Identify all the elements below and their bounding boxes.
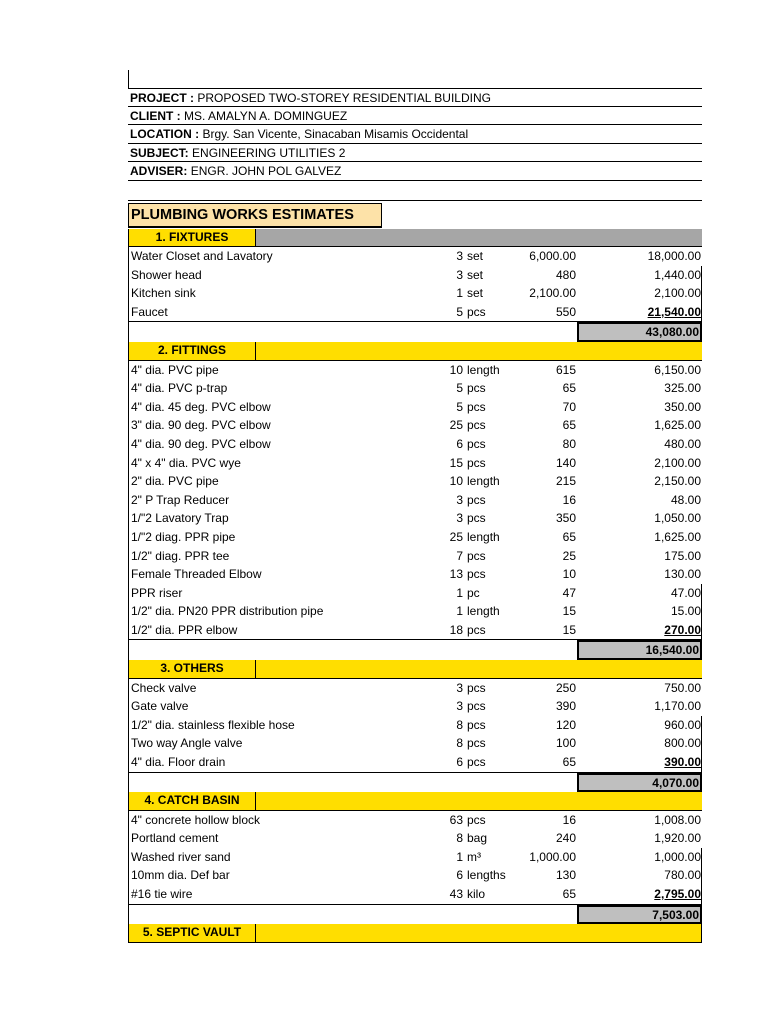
item-total: 2,150.00 bbox=[654, 474, 701, 489]
item-description: Portland cement bbox=[131, 831, 219, 846]
item-unit-price: 550 bbox=[555, 304, 576, 319]
item-unit-price: 140 bbox=[555, 455, 576, 470]
item-description: 4" dia. 90 deg. PVC elbow bbox=[131, 436, 271, 451]
item-quantity: 1 bbox=[456, 585, 463, 600]
item-total: 175.00 bbox=[664, 548, 701, 563]
client-row bbox=[128, 107, 702, 126]
item-quantity: 25 bbox=[449, 418, 463, 433]
table-row bbox=[128, 247, 702, 266]
item-quantity: 3 bbox=[456, 511, 463, 526]
table-row bbox=[128, 621, 702, 640]
item-description: 2" dia. PVC pipe bbox=[131, 474, 219, 489]
table-row bbox=[128, 416, 702, 435]
item-unit: pcs bbox=[467, 455, 486, 470]
item-total: 390.00 bbox=[664, 754, 701, 769]
table-row bbox=[128, 679, 702, 698]
item-quantity: 3 bbox=[456, 699, 463, 714]
item-description: Washed river sand bbox=[131, 849, 231, 864]
section-label: 1. FIXTURES bbox=[129, 229, 256, 247]
item-quantity: 3 bbox=[456, 249, 463, 264]
item-unit-price: 80 bbox=[562, 436, 576, 451]
table-row bbox=[128, 361, 702, 380]
subject-label: SUBJECT: bbox=[130, 145, 189, 160]
section-header bbox=[128, 924, 702, 943]
location-label: LOCATION : bbox=[130, 127, 200, 141]
item-total: 1,625.00 bbox=[654, 418, 701, 433]
table-row bbox=[128, 829, 702, 848]
item-unit-price: 16 bbox=[562, 492, 576, 507]
item-quantity: 5 bbox=[456, 381, 463, 396]
sections bbox=[128, 229, 702, 943]
item-unit: pcs bbox=[467, 736, 486, 751]
table-row bbox=[128, 398, 702, 417]
item-unit: set bbox=[467, 249, 484, 264]
item-unit: pcs bbox=[467, 622, 486, 637]
table-row bbox=[128, 885, 702, 904]
subtotal-row bbox=[128, 904, 702, 925]
table-row bbox=[128, 565, 702, 584]
item-description: Check valve bbox=[131, 680, 197, 695]
project-label: PROJECT : bbox=[130, 91, 195, 105]
item-description: Gate valve bbox=[131, 699, 189, 714]
table-row bbox=[128, 266, 702, 285]
item-quantity: 6 bbox=[456, 868, 463, 883]
item-description: Female Threaded Elbow bbox=[131, 567, 262, 582]
item-total: 1,008.00 bbox=[654, 812, 701, 827]
item-quantity: 1 bbox=[456, 604, 463, 619]
item-unit-price: 615 bbox=[555, 362, 576, 377]
item-description: 2" P Trap Reducer bbox=[131, 492, 230, 507]
item-description: PPR riser bbox=[131, 585, 183, 600]
estimate-sheet bbox=[128, 88, 702, 943]
item-total: 480.00 bbox=[664, 436, 701, 451]
table-row bbox=[128, 491, 702, 510]
item-quantity: 5 bbox=[456, 304, 463, 319]
item-total: 21,540.00 bbox=[647, 304, 701, 319]
item-unit-price: 25 bbox=[562, 548, 576, 563]
table-row bbox=[128, 734, 702, 753]
item-unit: set bbox=[467, 267, 484, 282]
item-quantity: 10 bbox=[449, 474, 463, 489]
item-quantity: 6 bbox=[456, 754, 463, 769]
item-total: 1,625.00 bbox=[654, 529, 701, 544]
item-quantity: 7 bbox=[456, 548, 463, 563]
item-total: 15.00 bbox=[670, 604, 701, 619]
item-total: 350.00 bbox=[664, 399, 701, 414]
item-quantity: 15 bbox=[449, 455, 463, 470]
item-unit-price: 350 bbox=[555, 511, 576, 526]
item-quantity: 10 bbox=[449, 362, 463, 377]
item-unit: pcs bbox=[467, 436, 486, 451]
section-label: 2. FITTINGS bbox=[129, 342, 256, 360]
item-total: 2,100.00 bbox=[654, 455, 701, 470]
item-description: 4" dia. 45 deg. PVC elbow bbox=[131, 399, 271, 414]
table-row bbox=[128, 848, 702, 867]
item-quantity: 6 bbox=[456, 436, 463, 451]
item-unit-price: 15 bbox=[562, 604, 576, 619]
item-unit: pcs bbox=[467, 717, 486, 732]
item-total: 2,795.00 bbox=[654, 887, 701, 901]
item-description: Kitchen sink bbox=[131, 286, 196, 301]
item-unit: length bbox=[467, 474, 500, 489]
item-unit: set bbox=[467, 286, 484, 301]
item-total: 6,150.00 bbox=[654, 362, 701, 377]
item-total: 1,000.00 bbox=[654, 849, 701, 864]
item-description: 3" dia. 90 deg. PVC elbow bbox=[131, 418, 271, 433]
item-description: Water Closet and Lavatory bbox=[131, 249, 273, 264]
adviser-row bbox=[128, 162, 702, 181]
item-unit: pcs bbox=[467, 492, 486, 507]
subtotal-row bbox=[128, 321, 702, 342]
item-unit-price: 65 bbox=[562, 418, 576, 433]
item-unit-price: 6,000.00 bbox=[529, 249, 576, 264]
table-row bbox=[128, 753, 702, 772]
section-fill bbox=[256, 792, 702, 810]
item-unit-price: 65 bbox=[562, 381, 576, 396]
section-fill bbox=[256, 229, 702, 247]
item-quantity: 25 bbox=[449, 529, 463, 544]
section-subtotal: 7,503.00 bbox=[577, 905, 702, 925]
item-quantity: 3 bbox=[456, 492, 463, 507]
item-unit: pcs bbox=[467, 304, 486, 319]
item-total: 800.00 bbox=[664, 736, 701, 751]
item-quantity: 3 bbox=[456, 267, 463, 282]
item-unit-price: 250 bbox=[555, 680, 576, 695]
adviser-label: ADVISER: bbox=[130, 164, 188, 178]
item-total: 130.00 bbox=[664, 567, 701, 582]
item-quantity: 8 bbox=[456, 831, 463, 846]
subtotal-row bbox=[128, 772, 702, 793]
item-unit: m³ bbox=[467, 849, 481, 864]
client-label: CLIENT : bbox=[130, 108, 181, 123]
project-value: PROPOSED TWO-STOREY RESIDENTIAL BUILDING bbox=[197, 91, 491, 105]
item-description: Shower head bbox=[131, 267, 202, 282]
item-quantity: 8 bbox=[456, 717, 463, 732]
table-row bbox=[128, 435, 702, 454]
item-total: 47.00 bbox=[670, 585, 701, 600]
item-unit: pcs bbox=[467, 511, 486, 526]
item-description: 4" concrete hollow block bbox=[131, 812, 260, 827]
item-unit-price: 65 bbox=[562, 529, 576, 544]
location-row bbox=[128, 125, 702, 144]
item-unit: pcs bbox=[467, 699, 486, 714]
item-unit-price: 215 bbox=[555, 474, 576, 489]
table-row bbox=[128, 454, 702, 473]
table-row bbox=[128, 866, 702, 885]
item-unit: pcs bbox=[467, 567, 486, 582]
item-total: 18,000.00 bbox=[647, 249, 701, 264]
item-unit: pcs bbox=[467, 812, 486, 827]
item-quantity: 3 bbox=[456, 680, 463, 695]
item-total: 1,170.00 bbox=[654, 699, 701, 714]
item-quantity: 43 bbox=[449, 887, 463, 901]
spacer bbox=[128, 181, 702, 201]
item-unit: lengths bbox=[467, 868, 506, 883]
table-row bbox=[128, 303, 702, 322]
section-fill bbox=[256, 660, 702, 678]
client-value: MS. AMALYN A. DOMINGUEZ bbox=[184, 108, 348, 123]
item-quantity: 18 bbox=[449, 622, 463, 637]
subtotal-row bbox=[128, 639, 702, 660]
item-quantity: 5 bbox=[456, 399, 463, 414]
table-row bbox=[128, 697, 702, 716]
item-unit-price: 390 bbox=[555, 699, 576, 714]
item-total: 750.00 bbox=[664, 680, 701, 695]
sheet-left-border bbox=[128, 70, 129, 88]
item-total: 270.00 bbox=[664, 622, 701, 637]
section-header bbox=[128, 792, 702, 811]
table-row bbox=[128, 811, 702, 830]
item-unit-price: 15 bbox=[562, 622, 576, 637]
item-description: 4" dia. PVC pipe bbox=[131, 362, 219, 377]
item-unit-price: 240 bbox=[555, 831, 576, 846]
section-subtotal: 43,080.00 bbox=[577, 322, 702, 342]
item-description: 4" dia. Floor drain bbox=[131, 754, 226, 769]
item-total: 780.00 bbox=[664, 868, 701, 883]
project-row bbox=[128, 88, 702, 107]
item-quantity: 13 bbox=[449, 567, 463, 582]
item-total: 48.00 bbox=[670, 492, 701, 507]
table-row bbox=[128, 472, 702, 491]
adviser-value: ENGR. JOHN POL GALVEZ bbox=[190, 164, 342, 178]
section-header bbox=[128, 660, 702, 679]
location-value: Brgy. San Vicente, Sinacaban Misamis Occidental bbox=[202, 127, 469, 141]
item-unit-price: 65 bbox=[562, 754, 576, 769]
item-unit-price: 10 bbox=[562, 567, 576, 582]
item-quantity: 1 bbox=[456, 286, 463, 301]
item-unit: pc bbox=[467, 585, 480, 600]
section-fill bbox=[256, 342, 702, 360]
item-unit: pcs bbox=[467, 418, 486, 433]
item-unit-price: 65 bbox=[562, 887, 576, 901]
item-description: 1/"2 diag. PPR pipe bbox=[131, 529, 236, 544]
section-subtotal: 16,540.00 bbox=[577, 640, 702, 660]
item-unit-price: 16 bbox=[562, 812, 576, 827]
item-unit-price: 480 bbox=[555, 267, 576, 282]
section-header bbox=[128, 342, 702, 361]
item-description: 1/2" dia. PN20 PPR distribution pipe bbox=[131, 604, 324, 619]
table-row bbox=[128, 602, 702, 621]
item-unit: length bbox=[467, 362, 500, 377]
section-label: 5. SEPTIC VAULT bbox=[129, 924, 256, 942]
item-unit: bag bbox=[467, 831, 488, 846]
item-total: 325.00 bbox=[664, 381, 701, 396]
item-quantity: 63 bbox=[449, 812, 463, 827]
item-unit: pcs bbox=[467, 548, 486, 563]
table-row bbox=[128, 509, 702, 528]
section-subtotal: 4,070.00 bbox=[577, 773, 702, 793]
item-description: 4" dia. PVC p-trap bbox=[131, 381, 228, 396]
section-label: 4. CATCH BASIN bbox=[129, 792, 256, 810]
item-unit: pcs bbox=[467, 680, 486, 695]
table-row bbox=[128, 379, 702, 398]
item-total: 1,050.00 bbox=[654, 511, 701, 526]
subject-row bbox=[128, 144, 702, 163]
item-description: #16 tie wire bbox=[131, 887, 193, 901]
item-total: 1,440.00 bbox=[654, 267, 701, 282]
item-total: 960.00 bbox=[664, 717, 701, 732]
item-description: 1/"2 Lavatory Trap bbox=[131, 511, 229, 526]
item-unit: length bbox=[467, 529, 500, 544]
item-description: Two way Angle valve bbox=[131, 736, 243, 751]
item-unit-price: 130 bbox=[555, 868, 576, 883]
item-unit: pcs bbox=[467, 399, 486, 414]
item-description: 1/2" diag. PPR tee bbox=[131, 548, 230, 563]
item-unit: length bbox=[467, 604, 500, 619]
table-row bbox=[128, 284, 702, 303]
item-total: 1,920.00 bbox=[654, 831, 701, 846]
title-row bbox=[128, 201, 702, 229]
section-fill bbox=[256, 924, 701, 942]
table-row bbox=[128, 584, 702, 603]
estimate-title: PLUMBING WORKS ESTIMATES bbox=[128, 203, 382, 228]
item-unit: kilo bbox=[467, 887, 486, 901]
item-description: 1/2" dia. stainless flexible hose bbox=[131, 717, 295, 732]
item-description: 10mm dia. Def bar bbox=[131, 868, 230, 883]
item-description: 1/2" dia. PPR elbow bbox=[131, 622, 238, 637]
item-unit-price: 47 bbox=[562, 585, 576, 600]
item-description: 4" x 4" dia. PVC wye bbox=[131, 455, 241, 470]
item-unit: pcs bbox=[467, 381, 486, 396]
item-unit-price: 2,100.00 bbox=[529, 286, 576, 301]
item-description: Faucet bbox=[131, 304, 168, 319]
subject-value: ENGINEERING UTILITIES 2 bbox=[192, 145, 346, 160]
item-quantity: 8 bbox=[456, 736, 463, 751]
table-row bbox=[128, 547, 702, 566]
section-header bbox=[128, 229, 702, 248]
table-row bbox=[128, 716, 702, 735]
item-quantity: 1 bbox=[456, 849, 463, 864]
item-unit: pcs bbox=[467, 754, 486, 769]
item-unit-price: 100 bbox=[555, 736, 576, 751]
item-total: 2,100.00 bbox=[654, 286, 701, 301]
item-unit-price: 120 bbox=[555, 717, 576, 732]
table-row bbox=[128, 528, 702, 547]
item-unit-price: 1,000.00 bbox=[529, 849, 576, 864]
item-unit-price: 70 bbox=[562, 399, 576, 414]
section-label: 3. OTHERS bbox=[129, 660, 256, 678]
